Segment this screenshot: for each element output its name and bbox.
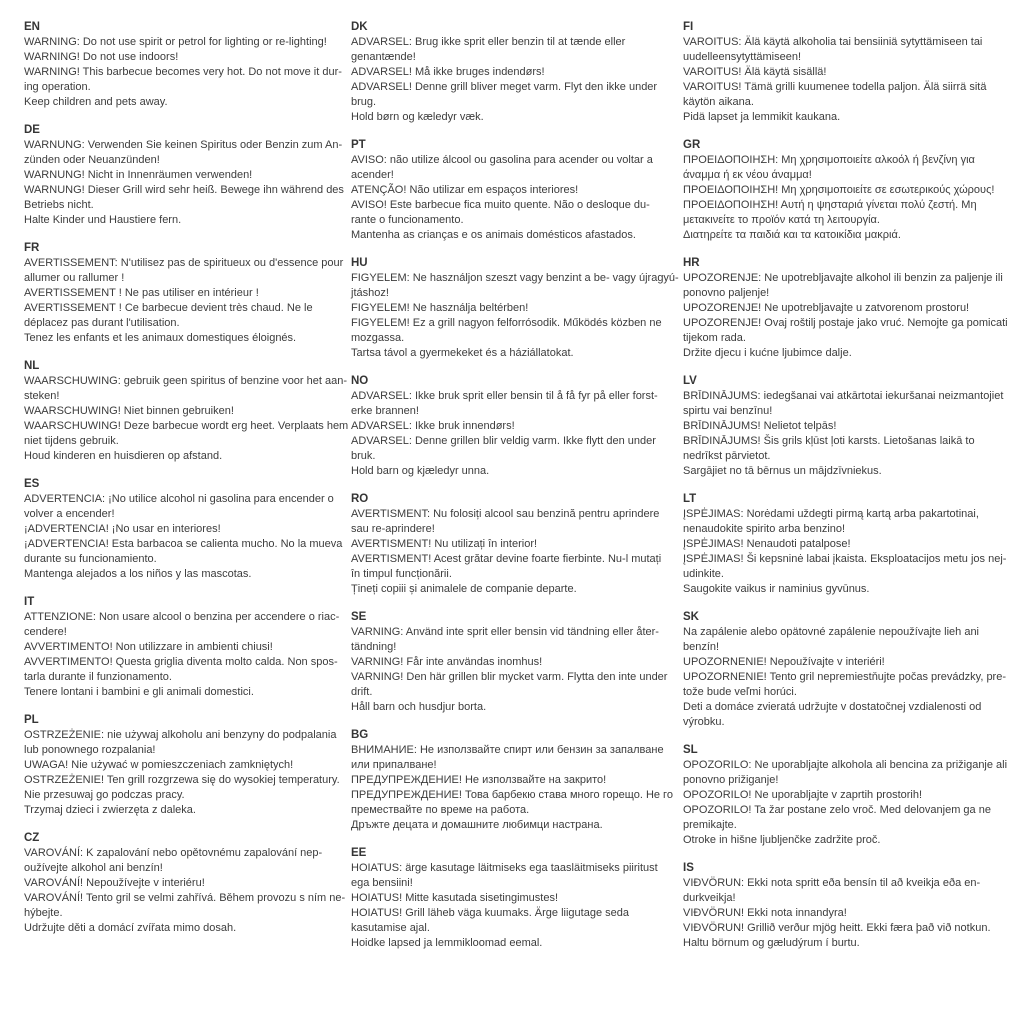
language-code-label: DK: [351, 21, 368, 33]
language-section-sl: [683, 743, 1024, 848]
warning-text-line: acender!: [351, 169, 394, 181]
warning-text-line: VAROITUS: Älä käytä alkoholia tai bensiiniä sytyttämiseen tai: [683, 36, 983, 48]
warning-text-line: Mantenha as crianças e os animais domésticos afastados.: [351, 229, 636, 241]
warning-text-line: UPOZORENJE! Ne upotrebljavajte u zatvorenom prostoru!: [683, 302, 970, 314]
warning-text-line: VIÐVÖRUN: Ekki nota spritt eða bensín til að kveikja eða en-: [683, 877, 981, 889]
warning-text-line: bruk.: [351, 450, 376, 462]
language-section-no: [351, 374, 683, 479]
warning-text-line: Udržujte děti a domácí zvířata mimo dosah.: [24, 922, 237, 934]
language-section-lv: [683, 374, 1024, 479]
language-section-es: [24, 477, 351, 582]
language-section-de: [24, 123, 351, 228]
warning-text-line: Pidä lapset ja lemmikit kaukana.: [683, 111, 841, 123]
warning-text-line: AVVERTIMENTO! Questa griglia diventa molto calda. Non spos-: [24, 656, 338, 668]
warning-text-line: ponovno paljenje!: [683, 287, 770, 299]
warning-text-line: ΠΡΟΕΙΔΟΠΟΙΗΣΗ: Μη χρησιμοποιείτε αλκοόλ ή βενζίνη για: [683, 154, 975, 166]
language-code-label: IS: [683, 862, 694, 874]
warning-text-line: hýbejte.: [24, 907, 63, 919]
warning-text-line: WARNING! This barbecue becomes very hot. Do not move it dur-: [24, 66, 342, 78]
warning-text-line: или припалване!: [351, 759, 437, 771]
language-code-label: ES: [24, 478, 40, 490]
column-right: [683, 20, 1024, 964]
language-code-label: LV: [683, 375, 697, 387]
warning-text-line: Na zapálenie alebo opätovné zapálenie nepoužívajte lieh ani: [683, 626, 980, 638]
language-section-hr: [683, 256, 1024, 361]
warning-text-line: ĮSPĖJIMAS! Nenaudoti patalpose!: [683, 538, 851, 550]
language-section-it: [24, 595, 351, 700]
warning-text-line: ПРЕДУПРЕЖДЕНИЕ! Това барбекю става много горещо. Не го: [351, 789, 673, 801]
language-section-dk: [351, 20, 683, 125]
warning-text-line: AVVERTIMENTO! Non utilizzare in ambienti chiusi!: [24, 641, 273, 653]
warning-text-line: AVISO! Este barbecue fica muito quente. Não o desloque du-: [351, 199, 650, 211]
language-code-label: HR: [683, 257, 700, 269]
warning-text-line: Saugokite vaikus ir naminius gyvūnus.: [683, 583, 870, 595]
language-section-ee: [351, 846, 683, 951]
language-section-pt: [351, 138, 683, 243]
warning-text-line: Otroke in hišne ljubljenčke zadržite proč.: [683, 834, 881, 846]
warning-text-line: premikajte.: [683, 819, 737, 831]
warning-text-line: cendere!: [24, 626, 67, 638]
warning-text-line: FIGYELEM! Ez a grill nagyon felforrósodik. Működés közben ne: [351, 317, 662, 329]
language-code-label: EN: [24, 21, 40, 33]
warning-text-line: WARNUNG! Dieser Grill wird sehr heiß. Bewege ihn während des: [24, 184, 344, 196]
warning-text-line: FIGYELEM! Ne használja beltérben!: [351, 302, 529, 314]
warning-text-line: VIÐVÖRUN! Ekki nota innandyra!: [683, 907, 847, 919]
warning-text-line: Nie przesuwaj go podczas pracy.: [24, 789, 185, 801]
warning-text-line: Mantenga alejados a los niños y las mascotas.: [24, 568, 252, 580]
language-section-nl: [24, 359, 351, 464]
warning-text-line: ADVARSEL! Må ikke bruges indendørs!: [351, 66, 545, 78]
warning-text-line: ATENÇÃO! Não utilizar em espaços interiores!: [351, 184, 579, 196]
warning-text-line: VAROVÁNÍ! Nepoužívejte v interiéru!: [24, 877, 205, 889]
warning-text-line: VAROITUS! Tämä grilli kuumenee todella paljon. Älä siirrä sitä: [683, 81, 987, 93]
warning-text-line: ĮSPĖJIMAS: Norėdami uždegti pirmą kartą arba pakartotinai,: [683, 508, 979, 520]
warning-text-line: ing operation.: [24, 81, 91, 93]
language-code-label: LT: [683, 493, 697, 505]
warning-text-line: tändning!: [351, 641, 397, 653]
warning-text-line: UPOZORNENIE! Nepoužívajte v interiéri!: [683, 656, 885, 668]
warning-text-line: oužívejte alkohol ani benzín!: [24, 862, 163, 874]
warning-text-line: în timpul funcționării.: [351, 568, 452, 580]
warning-text-line: mozgassa.: [351, 332, 405, 344]
language-code-label: HU: [351, 257, 368, 269]
language-section-pl: [24, 713, 351, 818]
warning-text-line: allumer ou rallumer !: [24, 272, 125, 284]
language-code-label: FI: [683, 21, 694, 33]
warning-text-line: OPOZORILO! Ta žar postane zelo vroč. Med delovanjem ga ne: [683, 804, 991, 816]
warning-text-line: durkveikja!: [683, 892, 736, 904]
language-section-fr: [24, 241, 351, 346]
warning-text-line: uudelleensytyttämiseen!: [683, 51, 802, 63]
warning-text-line: erke brannen!: [351, 405, 419, 417]
warning-text-line: OPOZORILO! Ne uporabljajte v zaprtih prostorih!: [683, 789, 923, 801]
warning-text-line: nedrīkst pārvietot.: [683, 450, 771, 462]
warning-text-line: WAARSCHUWING! Deze barbecue wordt erg heet. Verplaats hem: [24, 420, 349, 432]
language-section-en: [24, 20, 351, 110]
warning-text-line: Διατηρείτε τα παιδιά και τα κατοικίδια μακριά.: [683, 229, 901, 241]
warning-text-line: WARNING: Do not use spirit or petrol for lighting or re-lighting!: [24, 36, 327, 48]
warning-text-line: durante su funcionamiento.: [24, 553, 157, 565]
language-section-cz: [24, 831, 351, 936]
warning-text-line: Keep children and pets away.: [24, 96, 168, 108]
language-code-label: FR: [24, 242, 40, 254]
warning-text-line: WARNING! Do not use indoors!: [24, 51, 179, 63]
warning-text-line: tijekom rada.: [683, 332, 746, 344]
warning-text-line: Дръжте децата и домашните любимци настрана.: [351, 819, 603, 831]
warning-text-line: Houd kinderen en huisdieren op afstand.: [24, 450, 223, 462]
warning-text-line: VIÐVÖRUN! Grillið verður mjög heitt. Ekki færa það við notkun.: [683, 922, 991, 934]
warning-text-line: BRĪDINĀJUMS! Šis grils kļūst ļoti karsts. Lietošanas laikā to: [683, 435, 975, 447]
warning-text-line: ATTENZIONE: Non usare alcool o benzina per accendere o riac-: [24, 611, 340, 623]
warning-text-line: Hoidke lapsed ja lemmikloomad eemal.: [351, 937, 543, 949]
language-section-sk: [683, 610, 1024, 730]
warning-text-line: käytön aikana.: [683, 96, 754, 108]
language-section-bg: [351, 728, 683, 833]
warning-text-line: OSTRZEŻENIE: nie używaj alkoholu ani benzyny do podpalania: [24, 729, 337, 741]
warning-text-line: BRĪDINĀJUMS! Nelietot telpās!: [683, 420, 837, 432]
warning-columns: [24, 20, 1024, 964]
warning-text-line: Deti a domáce zvieratá udržujte v dostatočnej vzdialenosti od: [683, 701, 982, 713]
language-section-gr: [683, 138, 1024, 243]
warning-text-line: déplacez pas durant l'utilisation.: [24, 317, 180, 329]
language-section-ro: [351, 492, 683, 597]
language-code-label: BG: [351, 729, 369, 741]
warning-text-line: rante o funcionamento.: [351, 214, 464, 226]
warning-text-line: AVISO: não utilize álcool ou gasolina para acender ou voltar a: [351, 154, 653, 166]
warning-text-line: OSTRZEŻENIE! Ten grill rozgrzewa się do wysokiej temperatury.: [24, 774, 340, 786]
warning-text-line: Betriebs nicht.: [24, 199, 94, 211]
warning-text-line: lub ponownego rozpalania!: [24, 744, 156, 756]
warning-text-line: udinkite.: [683, 568, 724, 580]
warning-text-line: Hold børn og kæledyr væk.: [351, 111, 484, 123]
warning-text-line: HOIATUS! Grill läheb väga kuumaks. Ärge liigutage seda: [351, 907, 629, 919]
language-code-label: RO: [351, 493, 369, 505]
language-code-label: IT: [24, 596, 35, 608]
language-section-is: [683, 861, 1024, 951]
language-code-label: CZ: [24, 832, 40, 844]
warning-text-line: AVERTISMENT! Acest grătar devine foarte fierbinte. Nu-l mutați: [351, 553, 662, 565]
warning-text-line: ADVARSEL: Ikke bruk sprit eller bensin til å få fyr på eller forst-: [351, 390, 658, 402]
warning-text-line: nenaudokite spirito arba benzino!: [683, 523, 846, 535]
warning-text-line: UPOZORNENIE! Tento gril nepremiestňujte počas prevádzky, pre-: [683, 671, 1007, 683]
warning-text-line: άναμμα ή εκ νέου άναμμα!: [683, 169, 812, 181]
warning-text-line: drift.: [351, 686, 373, 698]
warning-text-line: ПРЕДУПРЕЖДЕНИЕ! Не използвайте на закрито!: [351, 774, 607, 786]
warning-text-line: Držite djecu i kućne ljubimce dalje.: [683, 347, 852, 359]
warning-text-line: sau re-aprindere!: [351, 523, 435, 535]
language-section-se: [351, 610, 683, 715]
warning-text-line: ADVARSEL: Denne grillen blir veldig varm. Ikke flytt den under: [351, 435, 656, 447]
warning-text-line: VAROITUS! Älä käytä sisällä!: [683, 66, 827, 78]
language-code-label: NL: [24, 360, 40, 372]
warning-text-line: VAROVÁNÍ! Tento gril se velmi zahřívá. Během provozu s ním ne-: [24, 892, 346, 904]
warning-text-line: WARNUNG! Nicht in Innenräumen verwenden!: [24, 169, 253, 181]
warning-text-line: VARNING! Den här grillen blir mycket varm. Flytta den inte under: [351, 671, 668, 683]
warning-text-line: ponovno prižiganje!: [683, 774, 779, 786]
warning-text-line: výrobku.: [683, 716, 725, 728]
warning-text-line: ¡ADVERTENCIA! ¡No usar en interiores!: [24, 523, 221, 535]
warning-text-line: ADVARSEL: Ikke bruk innendørs!: [351, 420, 515, 432]
warning-text-line: Tartsa távol a gyermekeket és a háziállatokat.: [351, 347, 574, 359]
warning-text-line: Halte Kinder und Haustiere fern.: [24, 214, 182, 226]
warning-text-line: VARNING: Använd inte sprit eller bensin vid tändning eller åter-: [351, 626, 659, 638]
warning-text-line: μετακινείτε το προϊόν κατά τη λειτουργία.: [683, 214, 880, 226]
warning-text-line: VARNING! Får inte användas inomhus!: [351, 656, 543, 668]
language-code-label: NO: [351, 375, 369, 387]
warning-text-line: AVERTISSEMENT ! Ne pas utiliser en intérieur !: [24, 287, 259, 299]
warning-text-line: tože bude veľmi horúci.: [683, 686, 797, 698]
warning-text-line: ĮSPĖJIMAS! Ši kepsninė labai įkaista. Eksploatacijos metu jos nej-: [683, 553, 1007, 565]
warning-text-line: ΠΡΟΕΙΔΟΠΟΙΗΣΗ! Αυτή η ψησταριά γίνεται πολύ ζεστή. Μη: [683, 199, 977, 211]
language-code-label: PT: [351, 139, 366, 151]
warning-text-line: FIGYELEM: Ne használjon szeszt vagy benzint a be- vagy újragyú-: [351, 272, 679, 284]
warning-text-line: Sargājiet no tā bērnus un mājdzīvniekus.: [683, 465, 882, 477]
warning-text-line: ega bensiini!: [351, 877, 413, 889]
warning-text-line: UWAGA! Nie używać w pomieszczeniach zamkniętych!: [24, 759, 294, 771]
warning-text-line: ¡ADVERTENCIA! Esta barbacoa se calienta mucho. No la mueva: [24, 538, 343, 550]
warning-text-line: spirtu vai benzīnu!: [683, 405, 773, 417]
column-middle: [351, 20, 683, 964]
warning-text-line: AVERTISMENT: Nu folosiți alcool sau benzină pentru aprindere: [351, 508, 660, 520]
language-code-label: PL: [24, 714, 39, 726]
warning-text-line: ADVARSEL! Denne grill bliver meget varm. Flyt den ikke under: [351, 81, 658, 93]
warning-text-line: HOIATUS! Mitte kasutada sisetingimustes!: [351, 892, 559, 904]
language-code-label: EE: [351, 847, 367, 859]
warning-text-line: Håll barn och husdjur borta.: [351, 701, 487, 713]
warning-text-line: премествайте по време на работа.: [351, 804, 530, 816]
warning-text-line: BRĪDINĀJUMS: iedegšanai vai atkārtotai iekuršanai neizmantojiet: [683, 390, 1004, 402]
warning-text-line: Haltu börnum og gæludýrum í burtu.: [683, 937, 860, 949]
warning-text-line: benzín!: [683, 641, 720, 653]
warning-text-line: tarla durante il funzionamento.: [24, 671, 172, 683]
language-code-label: SE: [351, 611, 367, 623]
warning-text-line: HOIATUS: ärge kasutage läitmiseks ega taasläitmiseks piiritust: [351, 862, 658, 874]
warning-text-line: Tenere lontani i bambini e gli animali domestici.: [24, 686, 254, 698]
language-code-label: DE: [24, 124, 40, 136]
warning-text-line: ΠΡΟΕΙΔΟΠΟΙΗΣΗ! Μη χρησιμοποιείτε σε εσωτερικούς χώρους!: [683, 184, 995, 196]
warning-text-line: OPOZORILO: Ne uporabljajte alkohola ali bencina za prižiganje ali: [683, 759, 1008, 771]
warning-text-line: WAARSCHUWING: gebruik geen spiritus of benzine voor het aan-: [24, 375, 348, 387]
warning-text-line: ADVERTENCIA: ¡No utilice alcohol ni gasolina para encender o: [24, 493, 334, 505]
warning-text-line: kasutamise ajal.: [351, 922, 430, 934]
warning-text-line: AVERTISSEMENT: N'utilisez pas de spiritueux ou d'essence pour: [24, 257, 344, 269]
language-section-lt: [683, 492, 1024, 597]
warning-text-line: Tenez les enfants et les animaux domestiques éloignés.: [24, 332, 297, 344]
language-code-label: SL: [683, 744, 698, 756]
warning-text-line: AVERTISMENT! Nu utilizați în interior!: [351, 538, 538, 550]
language-section-fi: [683, 20, 1024, 125]
warning-text-line: Hold barn og kjæledyr unna.: [351, 465, 490, 477]
warning-text-line: ADVARSEL: Brug ikke sprit eller benzin til at tænde eller: [351, 36, 626, 48]
warning-text-line: volver a encender!: [24, 508, 115, 520]
warning-text-line: WARNUNG: Verwenden Sie keinen Spiritus oder Benzin zum An-: [24, 139, 343, 151]
language-section-hu: [351, 256, 683, 361]
warning-text-line: VAROVÁNÍ: K zapalování nebo opětovnému zapalování nep-: [24, 847, 323, 859]
warning-text-line: jtáshoz!: [351, 287, 389, 299]
warning-text-line: WAARSCHUWING! Niet binnen gebruiken!: [24, 405, 234, 417]
warning-text-line: AVERTISSEMENT ! Ce barbecue devient très chaud. Ne le: [24, 302, 313, 314]
warning-text-line: Trzymaj dzieci i zwierzęta z daleka.: [24, 804, 196, 816]
warning-text-line: genantænde!: [351, 51, 416, 63]
warning-text-line: niet tijdens gebruik.: [24, 435, 119, 447]
language-code-label: SK: [683, 611, 699, 623]
warning-text-line: UPOZORENJE: Ne upotrebljavajte alkohol ili benzin za paljenje ili: [683, 272, 1003, 284]
warning-text-line: zünden oder Neuanzünden!: [24, 154, 160, 166]
warning-text-line: steken!: [24, 390, 60, 402]
warning-text-line: Țineți copiii și animalele de companie departe.: [351, 583, 577, 595]
warning-text-line: ВНИМАНИЕ: Не използвайте спирт или бензин за запалване: [351, 744, 664, 756]
warning-text-line: UPOZORENJE! Ovaj roštilj postaje jako vruć. Nemojte ga pomicati: [683, 317, 1008, 329]
warning-text-line: brug.: [351, 96, 377, 108]
column-left: [24, 20, 351, 964]
language-code-label: GR: [683, 139, 701, 151]
